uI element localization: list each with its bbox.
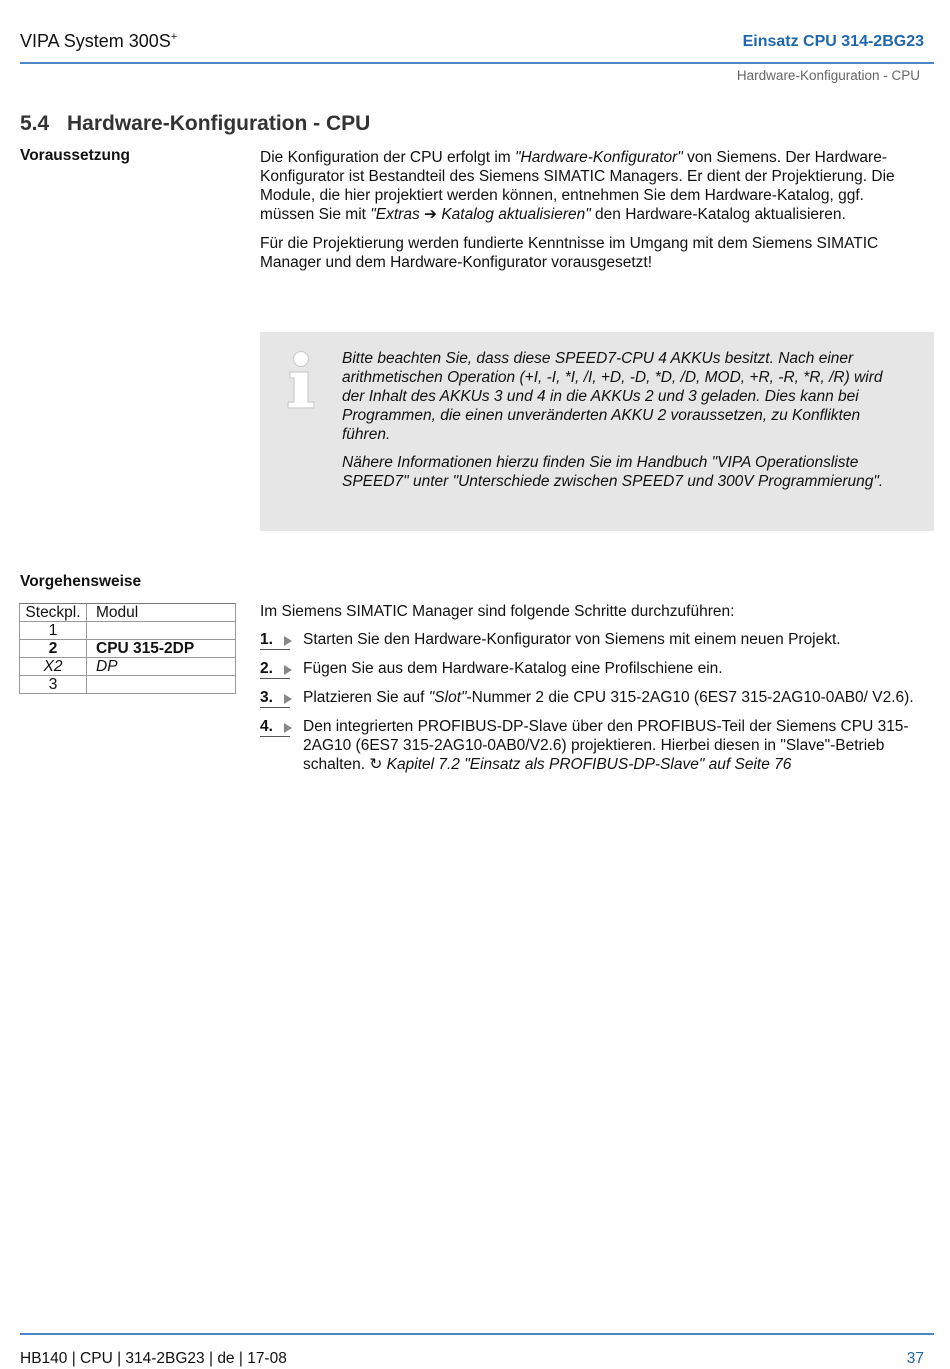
slot-table: [19, 603, 236, 694]
step-item: [260, 659, 932, 678]
step-number: 4.: [260, 717, 294, 736]
step-text: Fügen Sie aus dem Hardware-Katalog eine Profilschiene ein.: [303, 660, 723, 677]
note-paragraph-1: Bitte beachten Sie, dass diese SPEED7-CPU 4 AKKUs besitzt. Nach einer arithmetischen Operation (+I, -I, *I, /I, +D, -D, *D, /D, MOD, +R, -R, *R, /R) wird der Inhalt des AKKUs 3 und 4 in die AKKUs 2 und 3 geladen. Dies kann bei Programmen, die einen unveränderten AKKU 2 voraussetzen, zu Konflikten führen.: [342, 350, 883, 443]
table-cell: DP: [87, 658, 236, 676]
note-box: [260, 332, 934, 531]
table-cell: 1: [20, 622, 87, 640]
table-cell: 2: [20, 640, 87, 658]
step-number: 2.: [260, 659, 294, 678]
cross-reference-icon: ↻: [369, 756, 383, 773]
table-row: [20, 676, 236, 694]
step-number: 1.: [260, 630, 294, 649]
header-title: VIPA System 300S+: [20, 31, 178, 51]
step-number: 3.: [260, 688, 294, 707]
table-cell: 3: [20, 676, 87, 694]
step-list: [260, 630, 932, 784]
header-rule: [20, 62, 934, 64]
step-arrow-icon: [284, 694, 292, 704]
step-text: Starten Sie den Hardware-Konfigurator von Siemens mit einem neuen Projekt.: [303, 631, 841, 648]
step-item: [260, 630, 932, 649]
prereq-paragraph-1: Die Konfiguration der CPU erfolgt im "Hardware-Konfigurator" von Siemens. Der Hardware-Konfigurator ist Bestandteil des Siemens SIMATIC Managers. Er dient der Projektierung. Die Module, die hier projektiert werden können, entnehmen Sie dem Hardware-Katalog, ggf. müssen Sie mit "Extras ➔ Katalog aktualisieren" den Hardware-Katalog aktualisieren.: [260, 149, 895, 223]
info-icon: [284, 350, 322, 412]
footer-rule: [20, 1333, 934, 1335]
prereq-paragraph-2: Für die Projektierung werden fundierte Kenntnisse im Umgang mit dem Siemens SIMATIC Manager und dem Hardware-Konfigurator vorausgesetzt!: [260, 235, 879, 271]
header-chapter: Einsatz CPU 314-2BG23: [742, 33, 924, 50]
table-header-module: Modul: [87, 604, 236, 622]
table-row: [20, 658, 236, 676]
menu-arrow-icon: ➔: [424, 206, 438, 223]
step-arrow-icon: [284, 665, 292, 675]
step-item: [260, 688, 932, 707]
table-header-slot: Steckpl.: [20, 604, 87, 622]
header-title-sup: +: [170, 31, 178, 43]
section-number: 5.4: [20, 112, 50, 135]
step-arrow-icon: [284, 723, 292, 733]
table-cell: [87, 676, 236, 694]
table-row: [20, 622, 236, 640]
step-item: [260, 717, 932, 774]
procedure-intro: Im Siemens SIMATIC Manager sind folgende Schritte durchzuführen:: [260, 603, 735, 620]
section-heading: [20, 112, 370, 136]
step-text: Platzieren Sie auf "Slot"-Nummer 2 die CPU 315-2AG10 (6ES7 315-2AG10-0AB0/ V2.6).: [303, 689, 914, 706]
table-cell: X2: [20, 658, 87, 676]
step-text: Den integrierten PROFIBUS-DP-Slave über den PROFIBUS-Teil der Siemens CPU 315-2AG10 (6ES7 315-2AG10-0AB0/V2.6) projektieren. Hierbei diesen in "Slave"-Betrieb schalten. ↻ Kapitel 7.2 "Einsatz als PROFIBUS-DP-Slave" auf Seite 76: [303, 718, 909, 773]
page-number: 37: [906, 1350, 924, 1367]
section-title: Hardware-Konfiguration - CPU: [67, 112, 371, 135]
step-arrow-icon: [284, 636, 292, 646]
prereq-body: [260, 148, 922, 282]
note-text: [342, 349, 907, 500]
cross-reference-link[interactable]: ↻ Kapitel 7.2 "Einsatz als PROFIBUS-DP-Slave" auf Seite 76: [369, 756, 792, 773]
table-header-row: [20, 604, 236, 622]
table-cell: CPU 315-2DP: [87, 640, 236, 658]
procedure-label: Vorgehensweise: [20, 573, 142, 590]
header-subtitle: Hardware-Konfiguration - CPU: [736, 68, 920, 83]
table-cell: [87, 622, 236, 640]
prereq-label: Voraussetzung: [20, 147, 130, 164]
footer-doc-info: HB140 | CPU | 314-2BG23 | de | 17-08: [20, 1350, 287, 1367]
table-row: [20, 640, 236, 658]
note-paragraph-2: Nähere Informationen hierzu finden Sie im Handbuch "VIPA Operationsliste SPEED7" unter "Unterschiede zwischen SPEED7 und 300V Programmierung".: [342, 454, 884, 490]
